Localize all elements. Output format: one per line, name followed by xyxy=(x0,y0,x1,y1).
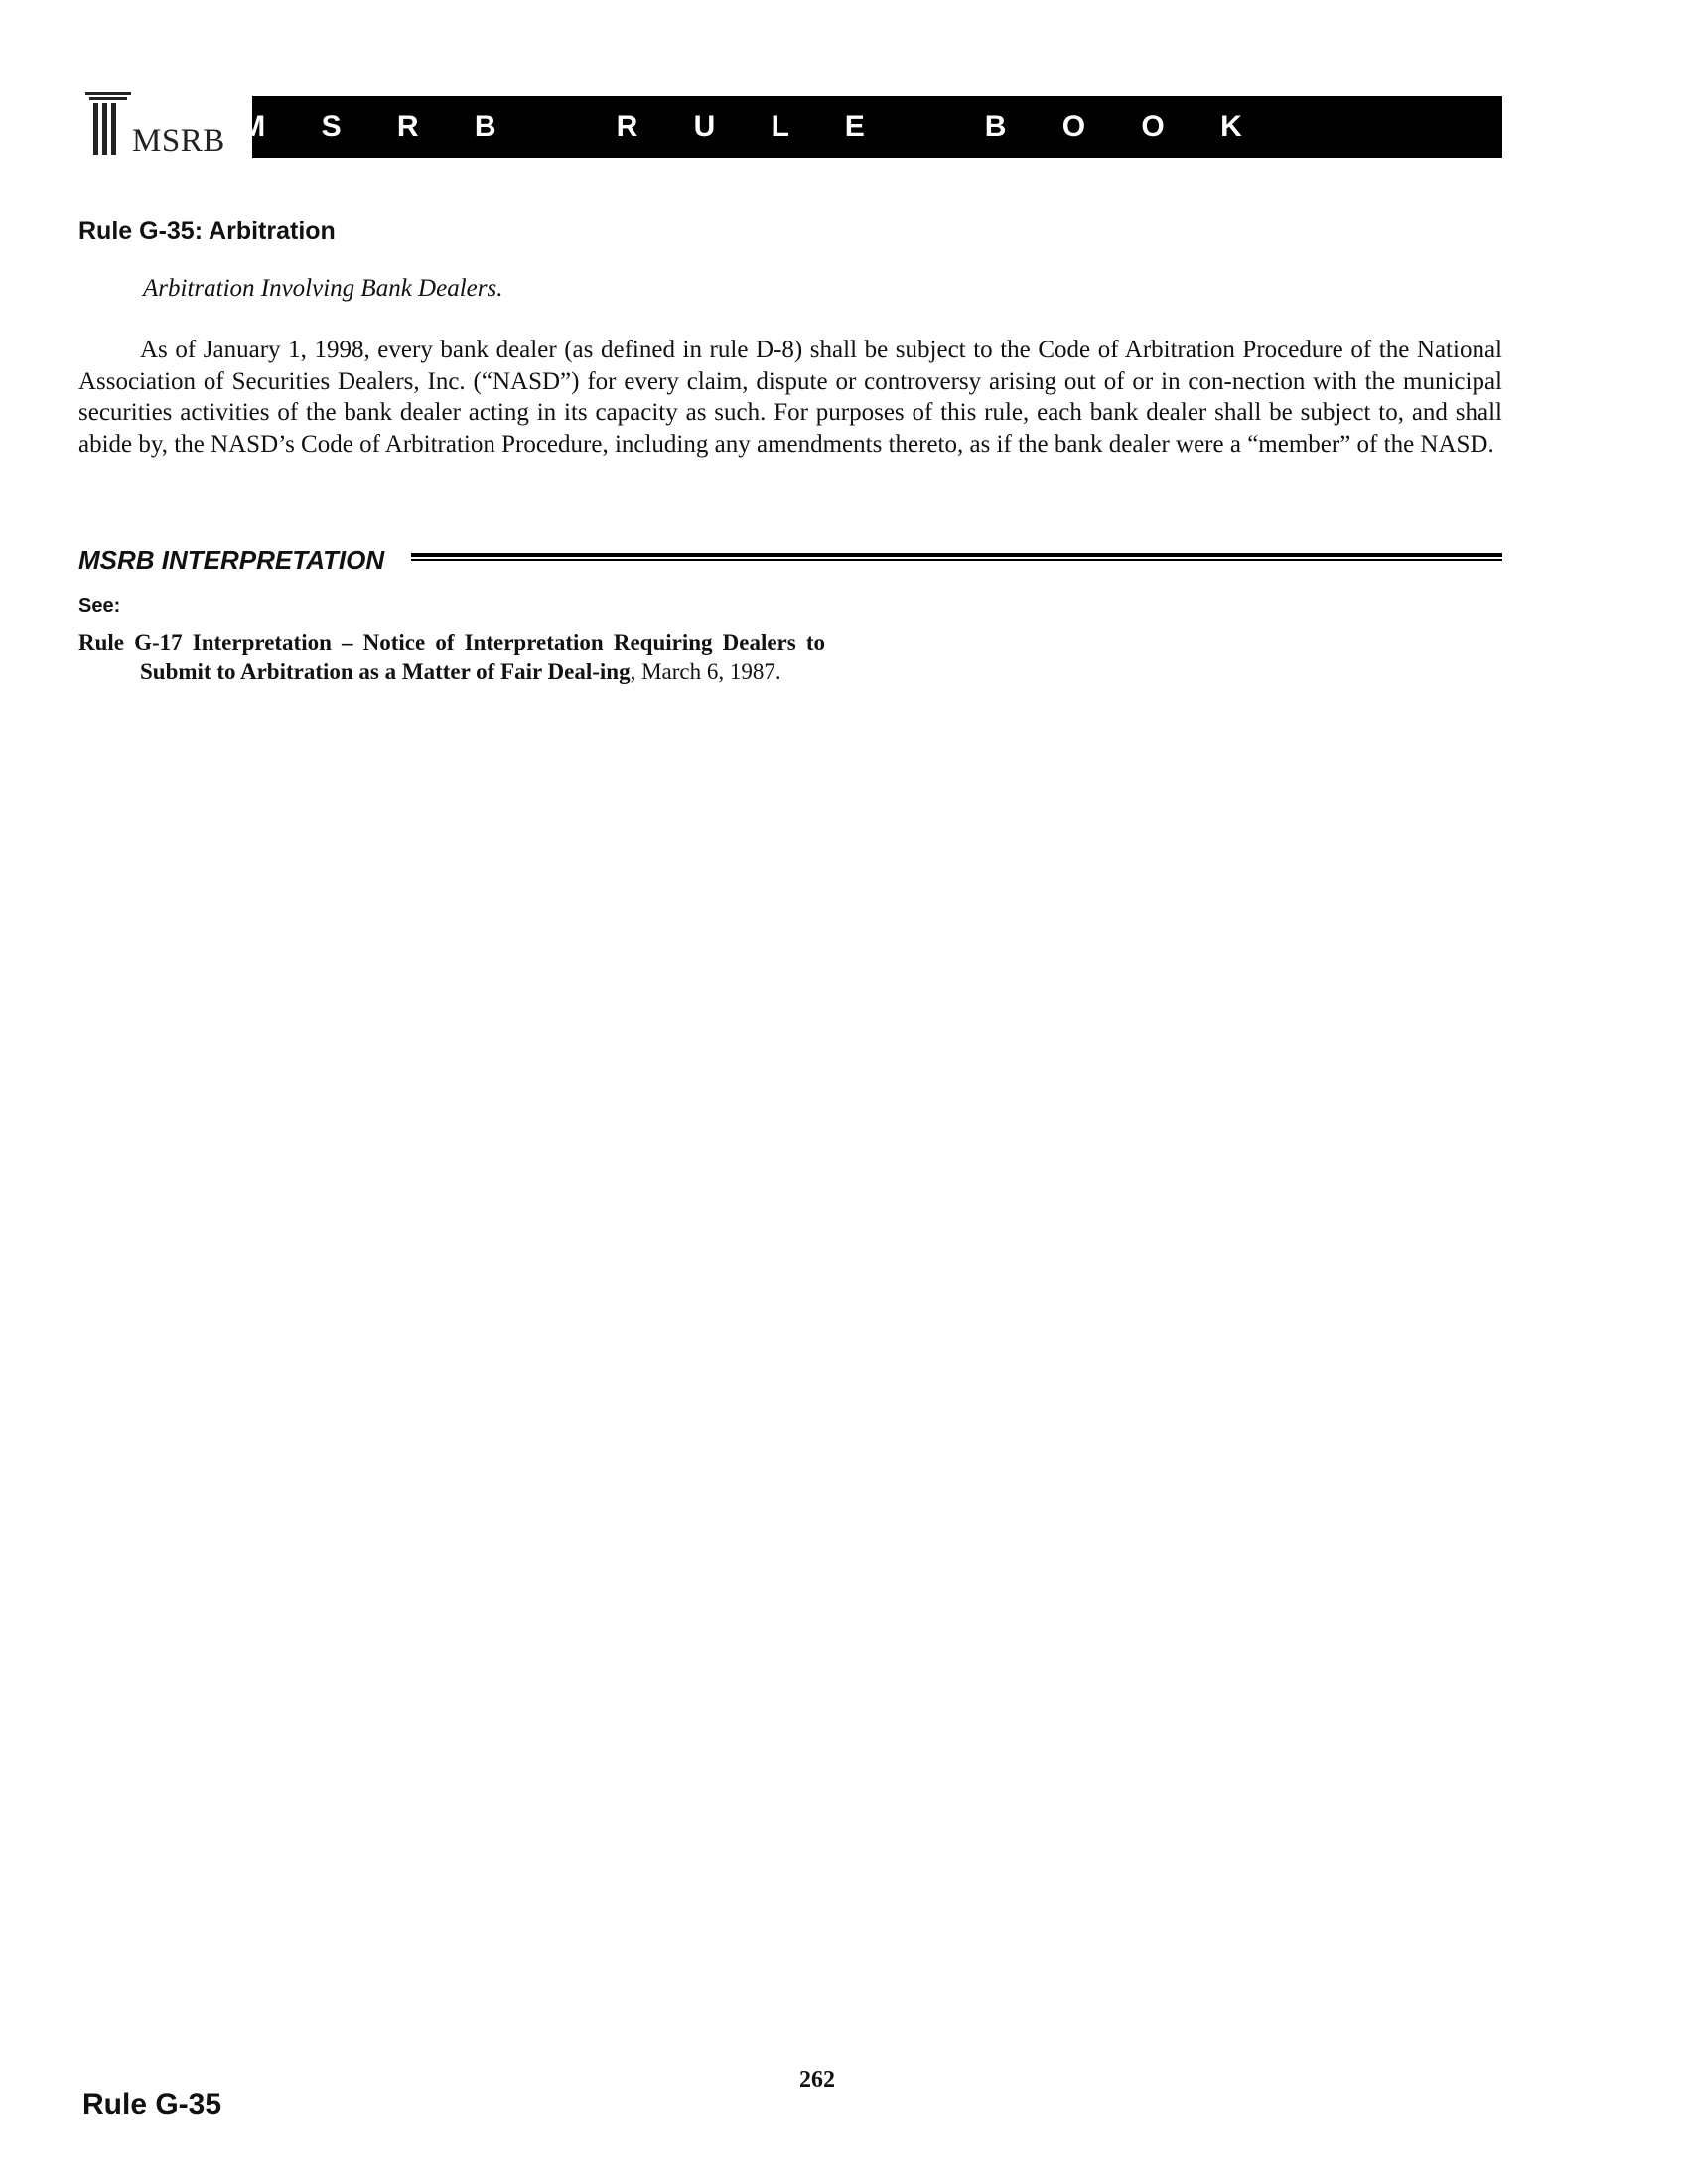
interpretation-reference[interactable] xyxy=(78,628,825,686)
page-number: 262 xyxy=(799,2067,835,2093)
see-label: See: xyxy=(78,595,121,616)
interpretation-heading: MSRB INTERPRETATION xyxy=(78,545,385,575)
footer-rule-label: Rule G-35 xyxy=(82,2088,222,2120)
msrb-logo xyxy=(85,92,234,158)
interpretation-divider xyxy=(411,553,1502,563)
column-icon xyxy=(85,92,133,158)
reference-title[interactable]: Rule G-17 Interpretation – Notice of Interpretation Requiring Dealers to Submit to Arbitration as a Matter of Fair Deal-ing xyxy=(78,630,825,684)
reference-date: , March 6, 1987. xyxy=(630,659,781,684)
rule-body: As of January 1, 1998, every bank dealer (as defined in rule D-8) shall be subject to the Code of Arbitration Procedure of the National Association of Securities Dealers, Inc. (“NASD”) for every claim, dispute or controversy arising out of or in con-nection with the municipal securities activities of the bank dealer acting in its capacity as such. For purposes of this rule, each bank dealer shall be subject to, and shall abide by, the NASD’s Code of Arbitration Procedure, including any amendments thereto, as if the bank dealer were a “member” of the NASD. xyxy=(78,337,1502,458)
rule-book-banner xyxy=(240,96,1502,158)
banner-title: M S R B R U L E B O O K xyxy=(240,110,1266,143)
logo-text: MSRB xyxy=(132,123,225,159)
rule-subtitle: Arbitration Involving Bank Dealers. xyxy=(143,275,503,302)
rule-title: Rule G-35: Arbitration xyxy=(78,217,336,245)
